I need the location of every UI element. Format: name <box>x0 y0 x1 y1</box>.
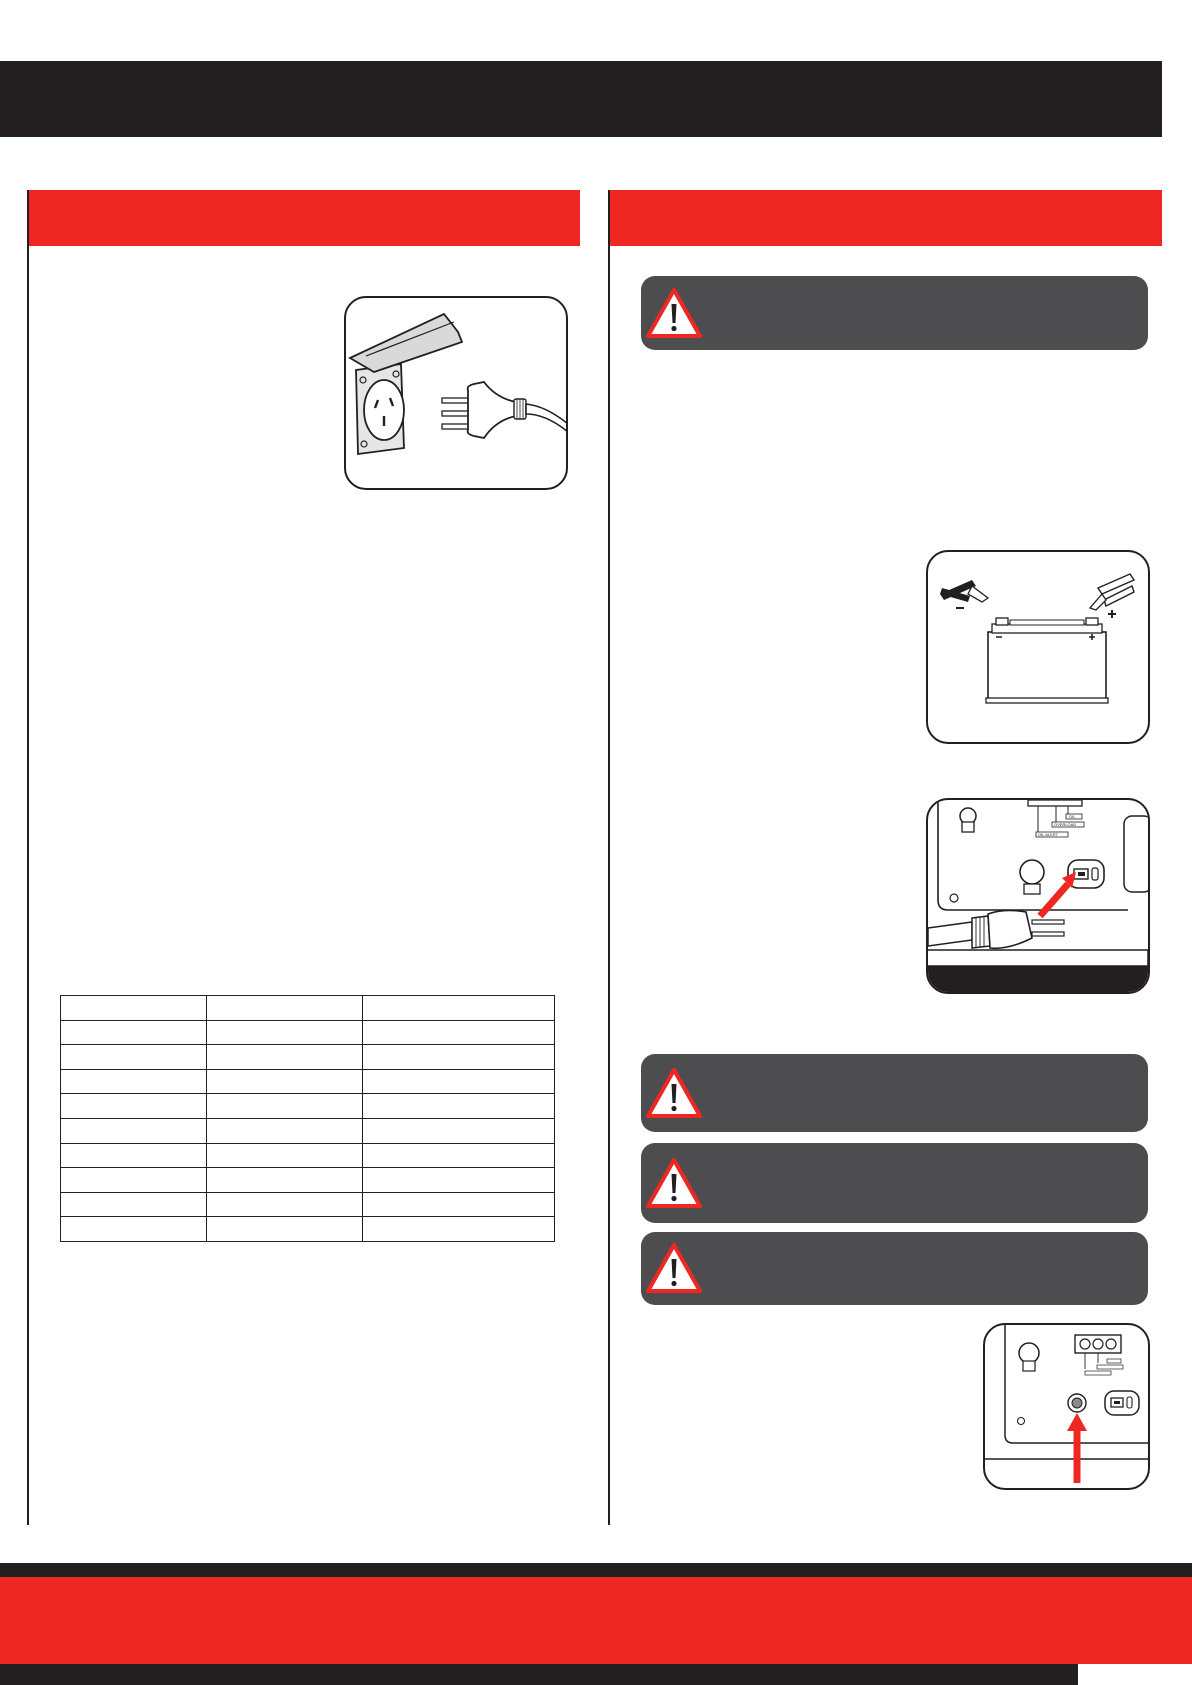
table-cell <box>363 1168 555 1193</box>
warning-triangle-icon <box>645 1242 703 1294</box>
generator-panel-plug-icon <box>928 800 1148 992</box>
panel-label-oil: OIL <box>1069 814 1076 820</box>
table-cell <box>206 1143 363 1168</box>
table-cell <box>206 1069 363 1094</box>
panel-plug-illustration <box>926 798 1150 994</box>
table-row <box>61 1069 555 1094</box>
table-cell <box>363 1094 555 1119</box>
right-column-rule <box>608 190 610 1525</box>
table-cell <box>363 1045 555 1070</box>
footer-corner <box>1078 1664 1192 1685</box>
table-cell <box>61 1143 207 1168</box>
spec-table <box>60 995 555 1242</box>
table-row <box>61 996 555 1021</box>
table-cell <box>206 1168 363 1193</box>
warning-panel <box>641 1232 1148 1305</box>
table-cell <box>206 1118 363 1143</box>
table-cell <box>206 1217 363 1242</box>
table-cell <box>61 1094 207 1119</box>
table-cell <box>363 1143 555 1168</box>
table-cell <box>206 1020 363 1045</box>
table-row <box>61 1020 555 1045</box>
panel-label-oil-alert: OIL ALERT <box>1038 832 1059 838</box>
table-row <box>61 1094 555 1119</box>
table-cell <box>206 1045 363 1070</box>
table-cell <box>206 1192 363 1217</box>
table-cell <box>363 1217 555 1242</box>
warning-panel <box>641 1143 1148 1223</box>
battery-illustration <box>926 550 1150 744</box>
table-cell <box>61 996 207 1021</box>
table-row <box>61 1045 555 1070</box>
table-cell <box>363 1192 555 1217</box>
table-row <box>61 1217 555 1242</box>
table-cell <box>363 996 555 1021</box>
table-row <box>61 1192 555 1217</box>
right-column-header <box>610 190 1162 246</box>
left-column-rule <box>27 190 29 1525</box>
panel-button-illustration <box>983 1323 1150 1490</box>
power-outlet-and-plug-icon <box>346 298 566 488</box>
table-cell <box>206 996 363 1021</box>
page-footer-red-strip <box>0 1577 1192 1664</box>
table-cell <box>61 1118 207 1143</box>
table-row <box>61 1143 555 1168</box>
table-cell <box>61 1217 207 1242</box>
warning-triangle-icon <box>645 1067 703 1119</box>
panel-label-overload: OVERLOAD <box>1054 822 1077 828</box>
table-cell <box>61 1045 207 1070</box>
outlet-plug-illustration <box>344 296 568 490</box>
table-row <box>61 1168 555 1193</box>
table-cell <box>61 1168 207 1193</box>
table-cell <box>363 1069 555 1094</box>
page-header-band <box>0 61 1162 137</box>
table-cell <box>363 1020 555 1045</box>
table-cell <box>61 1069 207 1094</box>
warning-triangle-icon <box>645 287 703 339</box>
table-cell <box>61 1020 207 1045</box>
generator-panel-button-icon <box>985 1325 1148 1488</box>
warning-triangle-icon <box>645 1157 703 1209</box>
battery-with-clamps-icon <box>928 552 1148 742</box>
table-cell <box>206 1094 363 1119</box>
table-cell <box>363 1118 555 1143</box>
left-column-header <box>29 190 580 246</box>
table-cell <box>61 1192 207 1217</box>
warning-panel <box>641 276 1148 350</box>
table-row <box>61 1118 555 1143</box>
warning-panel <box>641 1054 1148 1132</box>
